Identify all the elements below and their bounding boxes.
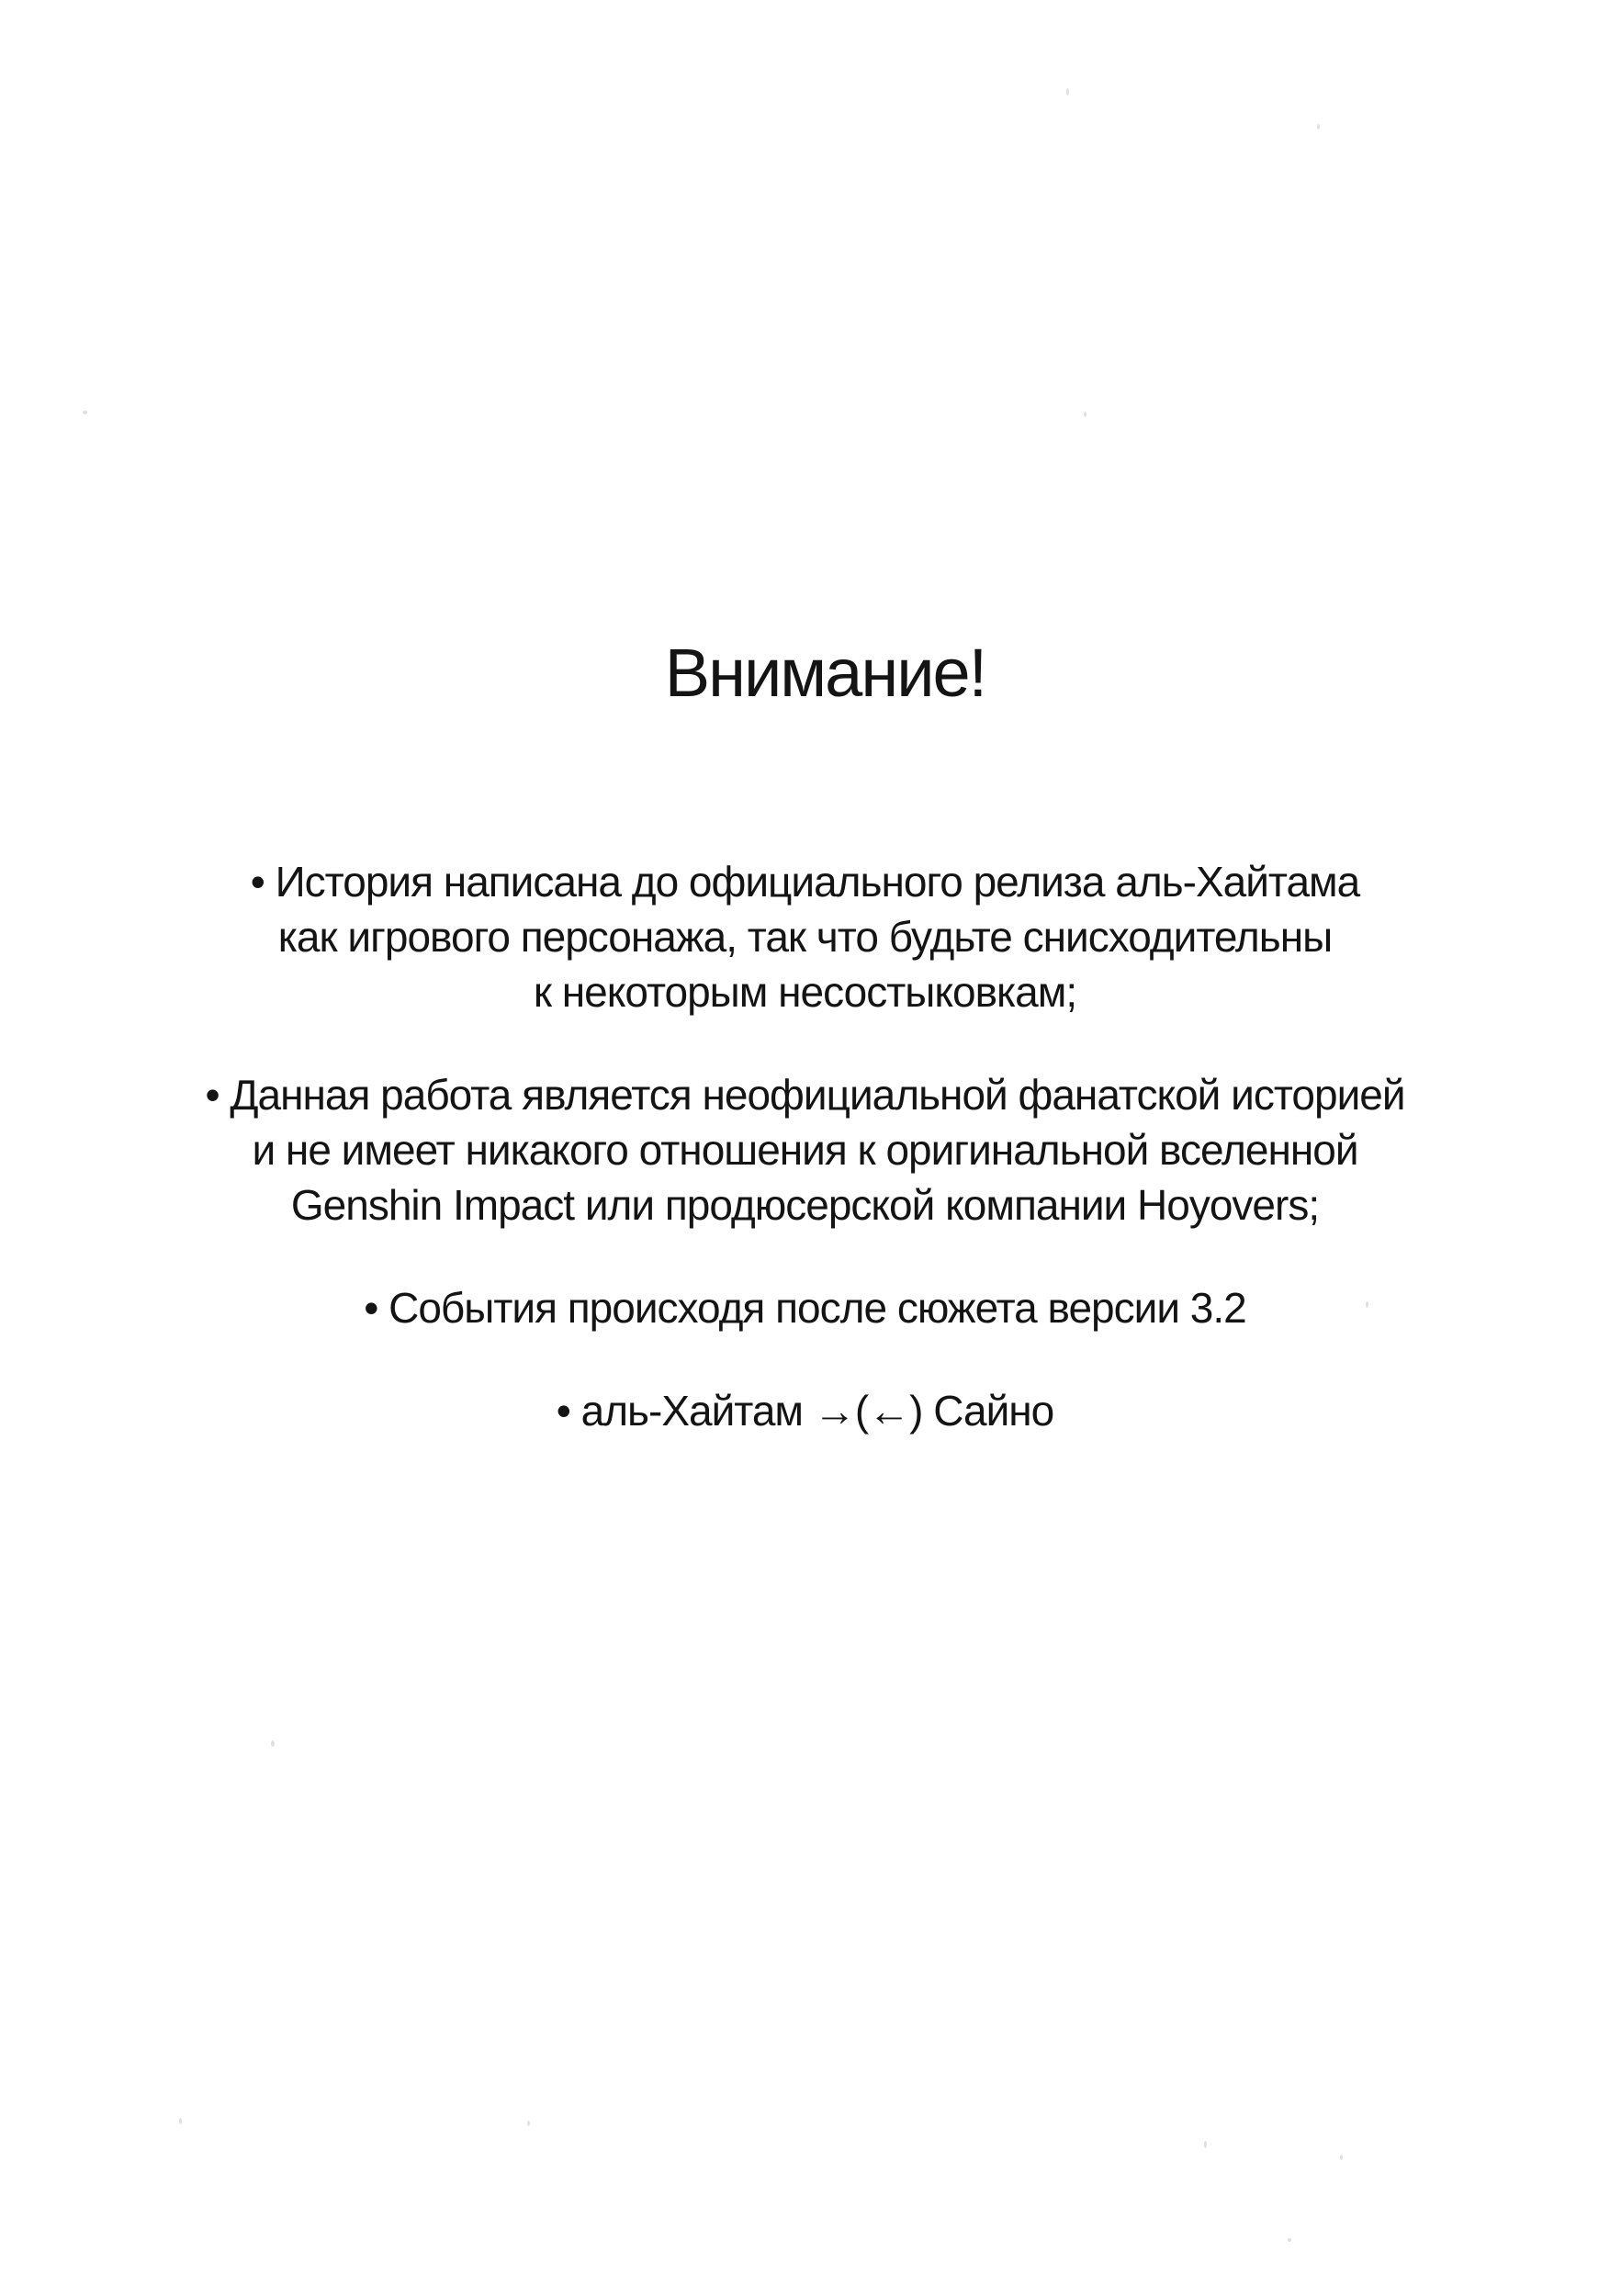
scan-speck (1341, 1159, 1344, 1162)
scan-speck (1204, 2141, 1207, 2148)
bullet-line: Genshin Impact или продюсерской компании Hoyovers; (290, 1181, 1320, 1229)
scan-speck (1340, 2155, 1343, 2160)
warning-item-pairing-note (0, 1383, 1610, 1438)
bullet-line: и не имеет никакого отношения к оригинальной вселенной (252, 1126, 1358, 1174)
scan-speck (527, 2121, 530, 2126)
scan-speck (1066, 88, 1069, 96)
scan-speck (83, 411, 87, 414)
scan-speck (1317, 124, 1320, 129)
warning-item-release-note (0, 854, 1610, 1019)
scan-speck (179, 2118, 182, 2124)
bullet-line: • История написана до официального релиза аль-Хайтама (250, 858, 1360, 906)
scan-speck (1084, 411, 1086, 417)
warnings-list (0, 854, 1610, 1486)
page-title: Внимание! (664, 635, 986, 711)
bullet-line: • Данная работа является неофициальной фанатской историей (205, 1071, 1405, 1119)
bullet-line: • аль-Хайтам →(←) Сайно (556, 1387, 1054, 1435)
scan-speck (271, 1740, 275, 1747)
warning-item-unofficial-note (0, 1067, 1610, 1232)
bullet-line: к некоторым несостыковкам; (533, 968, 1077, 1016)
bullet-line: • События происходя после сюжета версии 3.2 (364, 1284, 1246, 1332)
warning-item-timeline-note (0, 1280, 1610, 1335)
scan-speck (1366, 1301, 1368, 1308)
scan-speck (1288, 2238, 1291, 2242)
bullet-line: как игрового персонажа, так что будьте снисходительны (277, 913, 1333, 961)
